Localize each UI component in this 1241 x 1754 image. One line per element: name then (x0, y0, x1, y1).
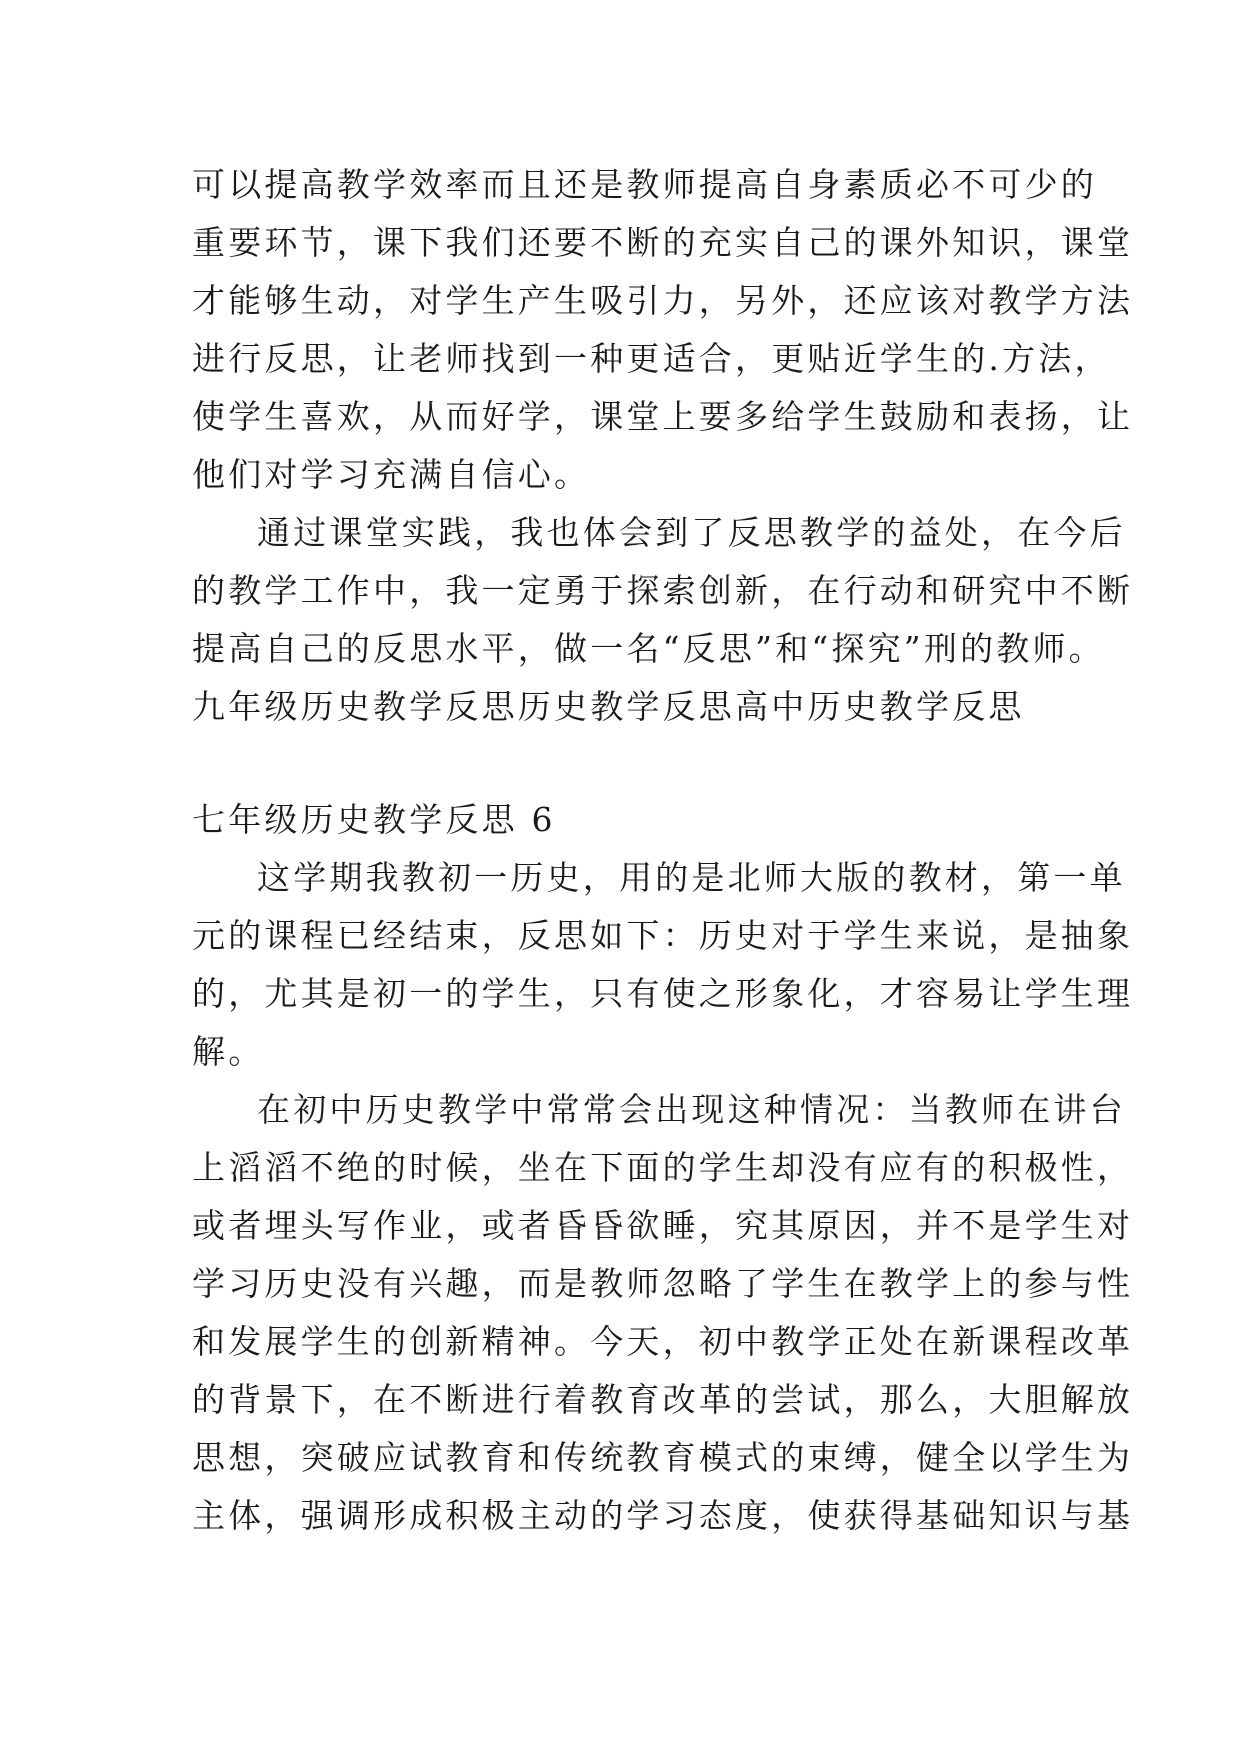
paragraph-line: 重要环节，课下我们还要不断的充实自己的课外知识，课堂 (192, 223, 1134, 262)
paragraph-line: 提高自己的反思水平，做一名“反思”和“探究”刑的教师。 (192, 629, 1105, 668)
paragraph-line: 他们对学习充满自信心。 (192, 455, 591, 494)
paragraph-line: 解。 (192, 1032, 265, 1071)
paragraph-line: 元的课程已经结束，反思如下：历史对于学生来说，是抽象 (192, 916, 1134, 955)
paragraph-line: 主体，强调形成积极主动的学习态度，使获得基础知识与基 (192, 1496, 1134, 1535)
paragraph-line: 的背景下，在不断进行着教育改革的尝试，那么，大胆解放 (192, 1380, 1134, 1419)
paragraph-line: 使学生喜欢，从而好学，课堂上要多给学生鼓励和表扬，让 (192, 397, 1134, 436)
paragraph-line: 可以提高教学效率而且还是教师提高自身素质必不可少的 (192, 165, 1097, 204)
paragraph-line: 上滔滔不绝的时候，坐在下面的学生却没有应有的积极性， (192, 1148, 1134, 1187)
paragraph-line: 学习历史没有兴趣，而是教师忽略了学生在教学上的参与性 (192, 1264, 1134, 1303)
paragraph-line: 的，尤其是初一的学生，只有使之形象化，才容易让学生理 (192, 974, 1134, 1013)
paragraph-line: 在初中历史教学中常常会出现这种情况：当教师在讲台 (257, 1090, 1126, 1129)
paragraph-line: 思想，突破应试教育和传统教育模式的束缚，健全以学生为 (192, 1438, 1134, 1477)
paragraph-line: 才能够生动，对学生产生吸引力，另外，还应该对教学方法 (192, 281, 1134, 320)
paragraph-line: 进行反思，让老师找到一种更适合，更贴近学生的.方法， (192, 339, 1111, 378)
paragraph-line: 的教学工作中，我一定勇于探索创新，在行动和研究中不断 (192, 571, 1134, 610)
section-heading: 七年级历史教学反思 6 (192, 800, 556, 839)
paragraph-line: 或者埋头写作业，或者昏昏欲睡，究其原因，并不是学生对 (192, 1206, 1134, 1245)
paragraph-line: 和发展学生的创新精神。今天，初中教学正处在新课程改革 (192, 1322, 1134, 1361)
paragraph-line: 这学期我教初一历史，用的是北师大版的教材，第一单 (257, 858, 1126, 897)
paragraph-line: 通过课堂实践，我也体会到了反思教学的益处，在今后 (257, 513, 1126, 552)
related-titles-line: 九年级历史教学反思历史教学反思高中历史教学反思 (192, 687, 1025, 726)
